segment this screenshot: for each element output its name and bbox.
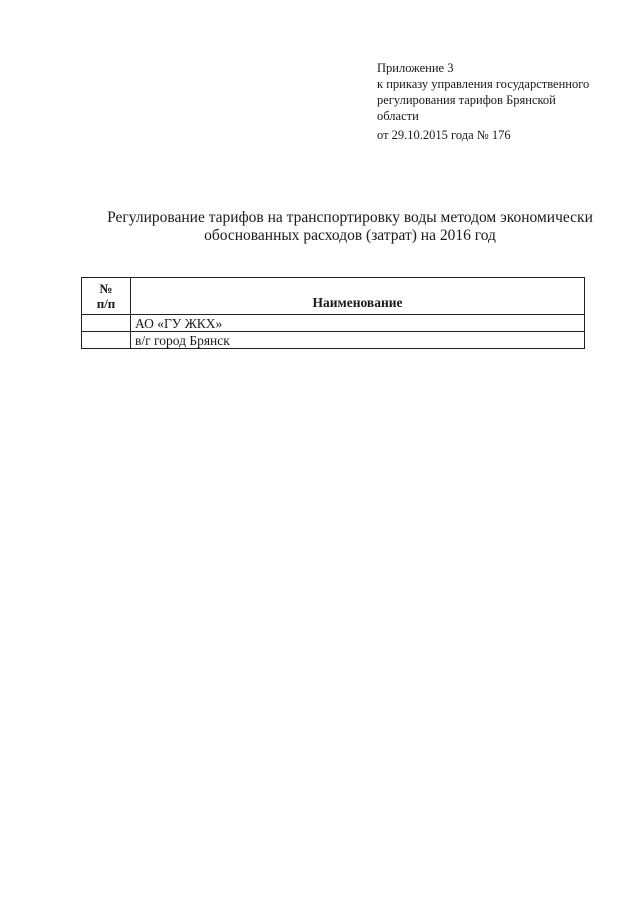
order-reference-line-2: регулирования тарифов Брянской <box>377 93 556 107</box>
row-number-cell <box>82 332 131 349</box>
column-header-number <box>82 278 131 315</box>
column-header-number-abbrev: п/п <box>96 296 116 311</box>
row-number-cell <box>82 315 131 332</box>
appendix-header <box>377 60 617 143</box>
table-row <box>82 315 585 332</box>
order-reference-line-1: к приказу управления государственного <box>377 77 590 91</box>
column-header-number-symbol: № <box>99 281 113 296</box>
document-title <box>60 209 640 245</box>
column-header-name: Наименование <box>131 278 585 315</box>
row-name-cell: в/г город Брянск <box>131 332 585 349</box>
title-line-1: Регулирование тарифов на транспортировку воды методом экономически <box>107 209 593 226</box>
title-line-2: обоснованных расходов (затрат) на 2016 год <box>204 227 496 244</box>
organizations-table <box>81 277 585 349</box>
order-reference-line-3: области <box>377 109 419 123</box>
appendix-label: Приложение 3 <box>377 61 454 75</box>
table-row <box>82 332 585 349</box>
table-header-row <box>82 278 585 315</box>
row-name-cell: АО «ГУ ЖКХ» <box>131 315 585 332</box>
order-date-line: от 29.10.2015 года № 176 <box>377 128 511 142</box>
